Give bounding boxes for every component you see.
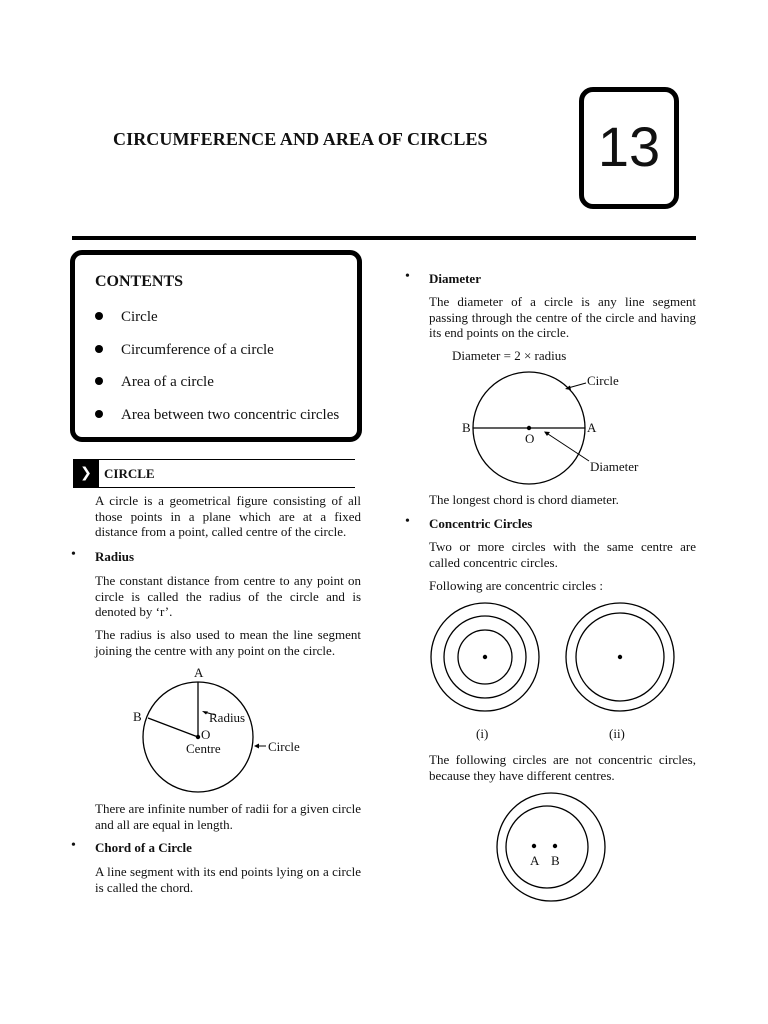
label-radius: Radius — [209, 710, 246, 725]
label-b: B — [133, 709, 142, 724]
chapter-title: CIRCUMFERENCE AND AREA OF CIRCLES — [113, 129, 488, 149]
label-b: B — [551, 853, 560, 868]
non-concentric-figure — [492, 786, 612, 906]
contents-item — [91, 366, 339, 399]
circle-pointer — [568, 383, 586, 388]
bullet-icon — [95, 410, 103, 418]
arrow-head-icon — [254, 744, 259, 749]
contents-item-label: Area of a circle — [121, 374, 214, 390]
figure-label-i: (i) — [476, 726, 489, 741]
diameter-pointer — [548, 434, 589, 461]
figure-label-ii: (ii) — [609, 726, 625, 741]
concentric-heading: Concentric Circles — [429, 516, 533, 531]
radius-heading: Radius — [95, 549, 135, 564]
label-circle: Circle — [587, 373, 619, 388]
contents-item — [91, 301, 339, 334]
section-heading-label: CIRCLE — [104, 466, 155, 481]
chapter-number-box — [579, 87, 679, 209]
label-b: B — [462, 420, 471, 435]
chord-heading: Chord of a Circle — [95, 840, 192, 855]
outer-circle — [497, 793, 605, 901]
centre-dot-a — [532, 844, 536, 848]
centre-dot — [196, 735, 200, 739]
concentric-set-ii — [566, 603, 674, 711]
radius-figure — [120, 662, 320, 798]
concentric-set-i — [431, 603, 539, 711]
concentric-para-2: Following are concentric circles : — [429, 578, 603, 593]
non-concentric-para: The following circles are not concentric circles, because they have different centres. — [429, 752, 696, 783]
inner-circle — [506, 806, 588, 888]
bullet-icon: • — [405, 514, 410, 529]
radius-line-b — [148, 718, 198, 737]
diameter-formula: Diameter = 2 × radius — [452, 348, 567, 363]
header-rule — [72, 236, 696, 240]
bullet-icon: • — [71, 838, 76, 853]
concentric-figure — [425, 598, 680, 746]
radius-para-1: The constant distance from centre to any point on circle is called the radius of the circle and is denoted by ‘r’. — [95, 573, 361, 620]
chevron-right-icon: ❯ — [73, 460, 99, 487]
contents-heading: CONTENTS — [95, 273, 184, 290]
contents-item — [91, 334, 339, 367]
radius-para-2: The radius is also used to mean the line segment joining the centre with any point on the circle. — [95, 627, 361, 658]
label-diameter: Diameter — [590, 459, 639, 474]
bullet-icon — [95, 312, 103, 320]
centre-dot-b — [553, 844, 557, 848]
diameter-para: The diameter of a circle is any line segment passing through the centre of the circle and having its end points on the circle. — [429, 294, 696, 341]
arrow-head-icon — [202, 711, 208, 715]
contents-list — [91, 301, 339, 431]
section-heading-circle — [73, 459, 355, 488]
bullet-icon — [95, 377, 103, 385]
arrow-head-icon — [544, 432, 550, 437]
contents-item — [91, 399, 339, 432]
chapter-number: 13 — [597, 115, 661, 178]
label-centre: Centre — [186, 741, 221, 756]
label-a: A — [530, 853, 540, 868]
contents-item-label: Circle — [121, 309, 158, 325]
contents-box — [70, 250, 362, 442]
concentric-para-1: Two or more circles with the same centre are called concentric circles. — [429, 539, 696, 570]
centre-dot — [527, 426, 531, 430]
radii-note: There are infinite number of radii for a given circle and all are equal in length. — [95, 801, 362, 832]
chord-para: A line segment with its end points lying on a circle is called the chord. — [95, 864, 361, 895]
bullet-icon: • — [71, 547, 76, 562]
contents-item-label: Circumference of a circle — [121, 341, 274, 358]
diameter-heading: Diameter — [429, 271, 481, 286]
label-a: A — [587, 420, 597, 435]
label-o: O — [201, 727, 211, 742]
circle-definition: A circle is a geometrical figure consisting of all those points in a plane which are at a fixed distance from a point, called centre of the circle. — [95, 493, 361, 540]
label-o: O — [525, 431, 535, 446]
bullet-icon: • — [405, 269, 410, 284]
label-circle: Circle — [268, 739, 300, 754]
diameter-note: The longest chord is chord diameter. — [429, 492, 619, 507]
label-a: A — [194, 665, 204, 680]
bullet-icon — [95, 345, 103, 353]
contents-item-label: Area between two concentric circles — [121, 406, 340, 423]
diameter-figure — [455, 366, 645, 490]
